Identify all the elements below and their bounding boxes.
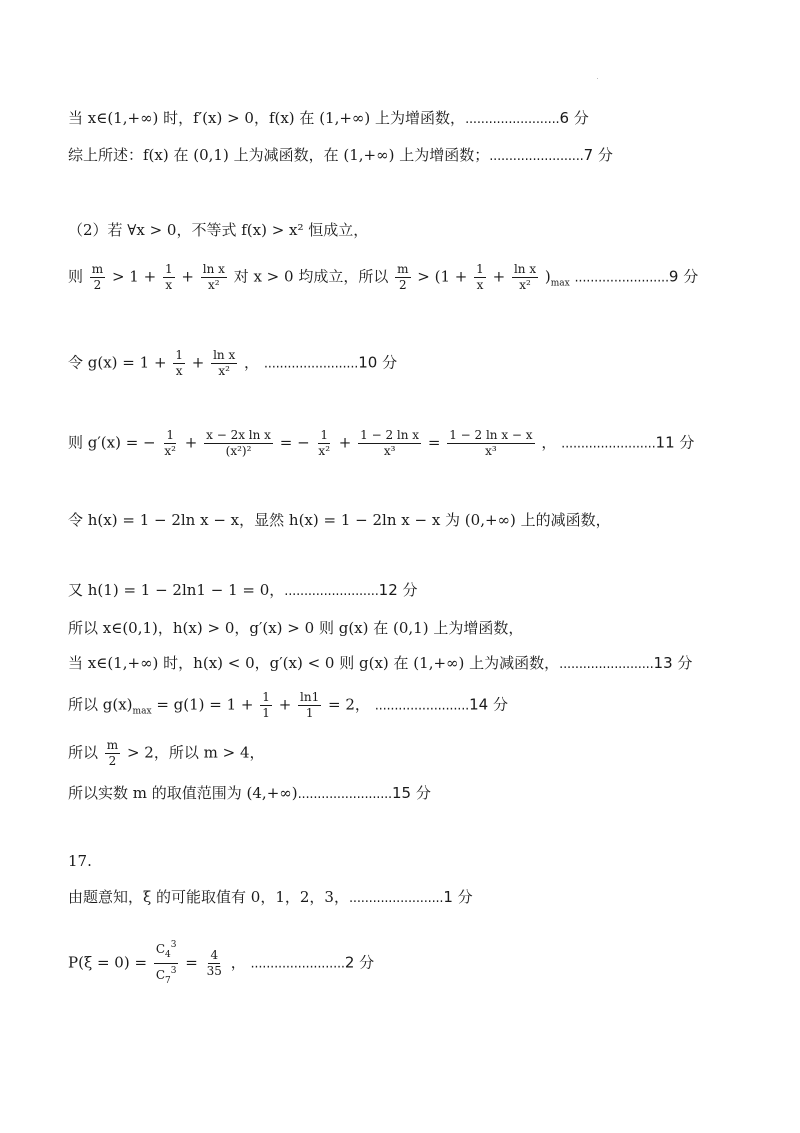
fraction: $\frac{m}{2}$ <box>397 262 409 292</box>
fraction: $\frac{1}{\text{x²}}$ <box>318 428 330 458</box>
fraction: $\frac{1}{x}$ <box>175 348 183 378</box>
fraction: $\frac{4}{35}$ <box>206 948 222 978</box>
line-xi-values: 由题意知，ξ 的可能取值有 0，1，2，3，........................1 分 <box>68 888 473 906</box>
fraction: $\frac{\ln 1}{1}$ <box>300 690 320 720</box>
line-derivative-g: 则 g′(x) = − $\frac{1}{\text{x²}}$ + $\frac{\text{x − 2x ln x}}{\text{(x²)²}}$ = − $\frac{1}{\text{x²}}$ + $\frac{\text{1 − 2 ln x}}{\text{x³}}$ = $\frac{\text{1 − 2 ln x − x}}{\text{x³}}$ ， ........................11 分 <box>68 428 695 458</box>
line-g-decreasing: 当 x∈(1,+∞) 时，h(x) < 0，g′(x) < 0 则 g(x) 在 (1,+∞) 上为减函数，........................13 分 <box>68 654 693 672</box>
fraction: $\frac{C_4^3}{C_7^3}$ <box>155 940 177 986</box>
score-mark: 1 分 <box>443 888 473 906</box>
score-mark: 15 分 <box>392 784 431 802</box>
score-mark: 13 分 <box>653 654 693 672</box>
line-h-at-1: 又 h(1) = 1 − 2ln1 − 1 = 0，........................12 分 <box>68 581 418 599</box>
fraction: $\frac{\text{ln x}}{\text{x²}}$ <box>513 262 537 292</box>
line-g-increasing: 所以 x∈(0,1)，h(x) > 0，g′(x) > 0 则 g(x) 在 (0,1) 上为增函数， <box>68 619 524 637</box>
fraction: $\frac{\text{ln x}}{\text{x²}}$ <box>202 262 225 292</box>
fraction: $\frac{1}{\text{x²}}$ <box>164 428 176 458</box>
line-part2-condition: （2）若 ∀x > 0，不等式 f(x) > x² 恒成立， <box>68 221 369 239</box>
scan-speck <box>597 78 598 79</box>
fraction: $\frac{\text{ln x}}{\text{x²}}$ <box>213 348 236 378</box>
score-mark: 12 分 <box>378 581 418 599</box>
fraction: $\frac{1}{x}$ <box>164 262 173 292</box>
line-m-range: 所以实数 m 的取值范围为 (4,+∞)........................15 分 <box>68 784 431 802</box>
fraction: $\frac{\text{1 − 2 ln x}}{\text{x³}}$ <box>360 428 420 458</box>
score-mark: 10 分 <box>358 353 398 372</box>
score-mark: 7 分 <box>583 146 613 164</box>
line-case-increasing: 当 x∈(1,+∞) 时，f′(x) > 0，f(x) 在 (1,+∞) 上为增函数，........................6 分 <box>68 109 589 127</box>
score-mark: 6 分 <box>559 109 589 127</box>
line-probability-xi-0: P(ξ = 0) = $\frac{C_4^3}{C_7^3}$ = $\frac{4}{35}$ ， ........................2 分 <box>68 938 374 989</box>
score-mark: 14 分 <box>469 695 508 714</box>
fraction: $\frac{1}{x}$ <box>476 262 484 292</box>
line-inequality-m: 则 $\frac{m}{2}$ > 1 + $\frac{1}{x}$ + $\frac{\text{ln x}}{\text{x²}}$ 对 x > 0 均成立，所以 $\frac{m}{2}$ > (1 + $\frac{1}{x}$ + $\frac{\text{ln x}}{\text{x²}}$ )$_{max}$ ........................9 分 <box>68 262 699 292</box>
fraction: $\frac{m}{2}$ <box>106 738 119 768</box>
line-summary: 综上所述：f(x) 在 (0,1) 上为减函数，在 (1,+∞) 上为增函数；........................7 分 <box>68 146 613 164</box>
score-mark: 9 分 <box>668 267 699 286</box>
problem-number: 17. <box>68 852 92 870</box>
fraction: $\frac{\text{x − 2x ln x}}{\text{(x²)²}}$ <box>206 428 271 458</box>
fraction: $\frac{1}{1}$ <box>262 690 270 720</box>
score-mark: 11 分 <box>655 433 695 452</box>
line-g-max: 所以 $g(x)_{max} = g(1) = 1$ + $\frac{1}{1}$ + $\frac{\ln 1}{1}$ = 2， ........................14 分 <box>68 690 508 720</box>
line-define-h: 令 h(x) = 1 − 2ln x − x，显然 h(x) = 1 − 2ln x − x 为 (0,+∞) 上的减函数， <box>68 511 611 529</box>
fraction: $\frac{m}{2}$ <box>91 262 104 292</box>
line-m-bound: 所以 $\frac{m}{2}$ > 2，所以 m > 4， <box>68 738 265 768</box>
score-mark: 2 分 <box>344 953 375 972</box>
line-define-g: 令 g(x) = 1 + $\frac{1}{x}$ + $\frac{\text{ln x}}{\text{x²}}$ ， ........................10 分 <box>68 348 398 378</box>
fraction: $\frac{\text{1 − 2 ln x − x}}{\text{x³}}$ <box>449 428 533 458</box>
